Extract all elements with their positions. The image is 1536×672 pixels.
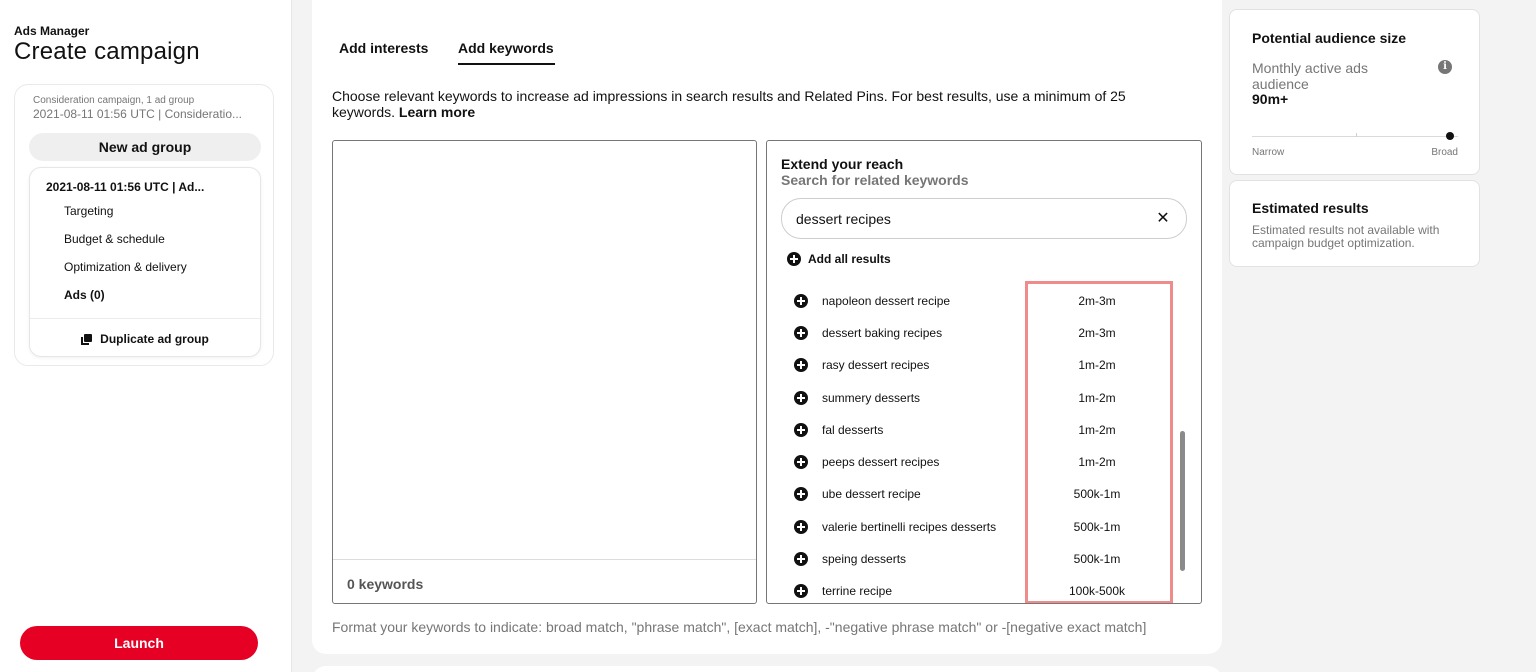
audience-value: 90m+ [1252, 91, 1289, 107]
add-keyword-icon[interactable] [794, 358, 808, 372]
keyword-volume: 500k-1m [1073, 552, 1121, 566]
audience-size-title: Potential audience size [1252, 30, 1407, 46]
keyword-search [781, 198, 1187, 239]
new-ad-group-button[interactable]: New ad group [29, 133, 261, 161]
keyword-text: ube dessert recipe [822, 487, 921, 501]
add-all-results-label: Add all results [808, 252, 891, 266]
next-section-card [312, 666, 1222, 672]
keyword-volume: 1m-2m [1078, 391, 1116, 405]
app-name: Ads Manager [14, 24, 90, 38]
audience-meter-tick [1356, 133, 1357, 137]
duplicate-icon [81, 334, 92, 345]
learn-more-link[interactable]: Learn more [398, 104, 476, 120]
keyword-count: 0 keywords [347, 576, 424, 592]
audience-meter-indicator [1446, 132, 1454, 140]
tab-add-interests[interactable]: Add interests [339, 40, 429, 56]
keyword-result-row [767, 349, 1187, 381]
nav-optimization-delivery[interactable]: Optimization & delivery [64, 260, 187, 274]
campaign-summary: Consideration campaign, 1 ad group [33, 95, 195, 106]
info-icon[interactable]: i [1438, 60, 1452, 74]
divider [30, 318, 260, 319]
add-keyword-icon[interactable] [794, 552, 808, 566]
duplicate-ad-group-button[interactable] [30, 328, 260, 350]
add-keyword-icon[interactable] [794, 423, 808, 437]
keyword-text: summery desserts [822, 391, 921, 405]
keyword-result-row [767, 543, 1187, 575]
keyword-result-row [767, 478, 1187, 510]
keyword-search-input[interactable] [796, 209, 1136, 229]
audience-meter-track [1252, 136, 1458, 137]
add-keyword-icon[interactable] [794, 584, 808, 598]
duplicate-ad-group-label: Duplicate ad group [100, 332, 209, 346]
keyword-text: rasy dessert recipes [822, 358, 930, 372]
intro-text: Choose relevant keywords to increase ad impressions in search results and Related Pins. For best results, use a minimum of 25 keywords. [332, 88, 1126, 120]
keywords-intro [332, 88, 1172, 120]
plus-circle-icon [787, 252, 801, 266]
add-keyword-icon[interactable] [794, 487, 808, 501]
launch-button[interactable]: Launch [20, 626, 258, 660]
keyword-volume: 1m-2m [1078, 455, 1116, 469]
keyword-text: dessert baking recipes [822, 326, 943, 340]
campaign-card [14, 84, 274, 366]
estimated-results-note: Estimated results not available with campaign budget optimization. [1252, 223, 1440, 250]
keyword-text: terrine recipe [822, 584, 893, 598]
narrow-label: Narrow [1252, 147, 1285, 158]
add-keyword-icon[interactable] [794, 520, 808, 534]
campaign-name[interactable]: 2021-08-11 01:56 UTC | Consideratio... [33, 107, 243, 121]
keyword-volume: 1m-2m [1078, 358, 1116, 372]
keyword-result-row [767, 317, 1187, 349]
divider [333, 559, 756, 560]
broad-label: Broad [1431, 147, 1458, 158]
nav-budget-schedule[interactable]: Budget & schedule [64, 232, 165, 246]
keyword-volume: 2m-3m [1078, 326, 1116, 340]
add-keyword-icon[interactable] [794, 294, 808, 308]
tab-add-keywords[interactable]: Add keywords [458, 40, 554, 56]
extend-reach-title: Extend your reach [781, 156, 904, 172]
keyword-result-row [767, 382, 1187, 414]
keyword-text: napoleon dessert recipe [822, 294, 951, 308]
keyword-targeting-panel [312, 0, 1222, 654]
add-keyword-icon[interactable] [794, 455, 808, 469]
estimated-results-card [1229, 180, 1480, 267]
keyword-result-row [767, 575, 1187, 604]
clear-search-icon[interactable]: ✕ [1156, 210, 1170, 227]
keyword-text: peeps dessert recipes [822, 455, 940, 469]
keyword-text: speing desserts [822, 552, 907, 566]
results-scrollbar[interactable] [1180, 431, 1185, 571]
ad-group-card [29, 167, 261, 357]
estimated-results-title: Estimated results [1252, 200, 1369, 216]
add-all-results-button[interactable] [787, 252, 891, 266]
extend-reach-panel [766, 140, 1202, 604]
audience-size-card [1229, 9, 1480, 175]
keyword-volume: 2m-3m [1078, 294, 1116, 308]
keyword-volume: 500k-1m [1073, 487, 1121, 501]
active-tab-indicator [458, 63, 555, 65]
audience-label: Monthly active ads audience [1252, 60, 1368, 92]
keyword-text: fal desserts [822, 423, 884, 437]
extend-reach-subtitle: Search for related keywords [781, 172, 969, 188]
nav-targeting[interactable]: Targeting [64, 204, 114, 218]
keyword-result-row [767, 446, 1187, 478]
page-title: Create campaign [14, 38, 200, 65]
nav-ads[interactable]: Ads (0) [64, 288, 105, 302]
keyword-text: valerie bertinelli recipes desserts [822, 520, 997, 534]
keyword-result-row [767, 285, 1187, 317]
add-keyword-icon[interactable] [794, 391, 808, 405]
keyword-volume: 100k-500k [1068, 584, 1126, 598]
keyword-result-row [767, 511, 1187, 543]
keyword-format-hint: Format your keywords to indicate: broad match, "phrase match", [exact match], -"negative phrase match" or -[negative exact match] [332, 619, 1147, 635]
add-keyword-icon[interactable] [794, 326, 808, 340]
keyword-result-row [767, 414, 1187, 446]
keyword-volume: 500k-1m [1073, 520, 1121, 534]
left-sidebar [0, 0, 292, 672]
ad-group-title[interactable]: 2021-08-11 01:56 UTC | Ad... [46, 180, 205, 194]
selected-keywords-box[interactable] [332, 140, 757, 604]
keyword-volume: 1m-2m [1078, 423, 1116, 437]
